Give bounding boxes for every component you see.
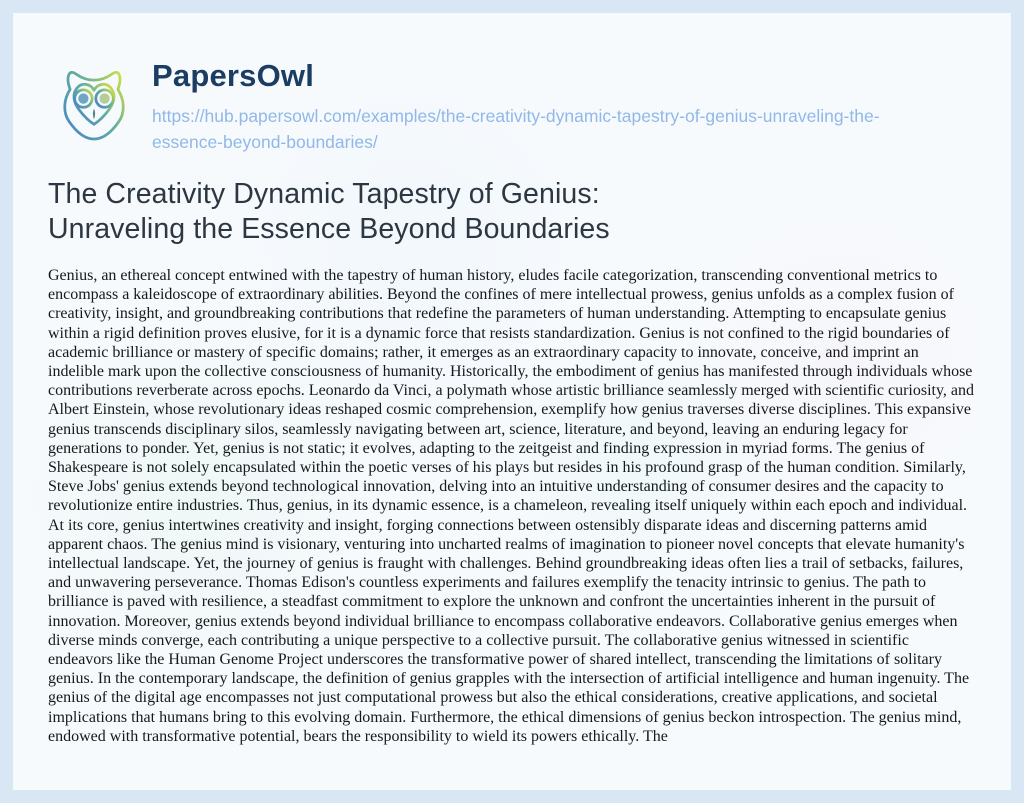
- papersowl-owl-logo-icon[interactable]: [48, 56, 140, 154]
- page-title-line2: Unraveling the Essence Beyond Boundaries: [48, 213, 610, 245]
- header-text-block: [152, 56, 920, 155]
- site-header: [13, 13, 1011, 155]
- brand-name[interactable]: PapersOwl: [152, 58, 315, 93]
- article-url-link[interactable]: https://hub.papersowl.com/examples/the-creativity-dynamic-tapestry-of-genius-unraveling-the-essence-beyond-boundaries/: [152, 106, 880, 152]
- essay-body-text: Genius, an ethereal concept entwined with the tapestry of human history, eludes facile categorization, transcending conventional metrics to encompass a kaleidoscope of extraordinary abilities. Beyond the confines of mere intellectual prowess, genius unfolds as a complex fusion of creativity, insight, and groundbreaking contributions that redefine the parameters of human understanding. Attempting to encapsulate genius within a rigid definition proves elusive, for it is a dynamic force that resists standardization. Genius is not confined to the rigid boundaries of academic brilliance or mastery of specific domains; rather, it emerges as an extraordinary capacity to innovate, conceive, and imprint an indelible mark upon the collective consciousness of humanity. Historically, the embodiment of genius has manifested through individuals whose contributions reverberate across epochs. Leonardo da Vinci, a polymath whose artistic brilliance seamlessly merged with scientific curiosity, and Albert Einstein, whose revolutionary ideas reshaped cosmic comprehension, exemplify how genius traverses diverse disciplines. This expansive genius transcends disciplinary silos, seamlessly navigating between art, science, literature, and beyond, leaving an enduring legacy for generations to ponder. Yet, genius is not static; it evolves, adapting to the zeitgeist and finding expression in myriad forms. The genius of Shakespeare is not solely encapsulated within the poetic verses of his plays but resides in his profound grasp of the human condition. Similarly, Steve Jobs' genius extends beyond technological innovation, delving into an intuitive understanding of consumer desires and the capacity to revolutionize entire industries. Thus, genius, in its dynamic essence, is a chameleon, revealing itself uniquely within each epoch and individual. At its core, genius intertwines creativity and insight, forging connections between ostensibly disparate ideas and discerning patterns amid apparent chaos. The genius mind is visionary, venturing into uncharted realms of imagination to pioneer novel concepts that elevate humanity's intellectual landscape. Yet, the journey of genius is fraught with challenges. Behind groundbreaking ideas often lies a trail of setbacks, failures, and unwavering perseverance. Thomas Edison's countless experiments and failures exemplify the tenacity intrinsic to genius. The path to brilliance is paved with resilience, a steadfast commitment to explore the unknown and confront the uncertainties inherent in the pursuit of innovation. Moreover, genius extends beyond individual brilliance to encompass collaborative endeavors. Collaborative genius emerges when diverse minds converge, each contributing a unique perspective to a collective pursuit. The collaborative genius witnessed in scientific endeavors like the Human Genome Project underscores the transformative power of shared intellect, transcending the limitations of solitary genius. In the contemporary landscape, the definition of genius grapples with the intersection of artificial intelligence and human ingenuity. The genius of the digital age encompasses not just computational prowess but also the ethical considerations, creative applications, and societal implications that humans bring to this evolving domain. Furthermore, the ethical dimensions of genius beckon introspection. The genius mind, endowed with transformative potential, bears the responsibility to wield its powers ethically. The: [48, 267, 975, 745]
- page-title: [48, 177, 1011, 247]
- page-title-line1: The Creativity Dynamic Tapestry of Genius:: [48, 178, 600, 210]
- article-card: [13, 13, 1011, 790]
